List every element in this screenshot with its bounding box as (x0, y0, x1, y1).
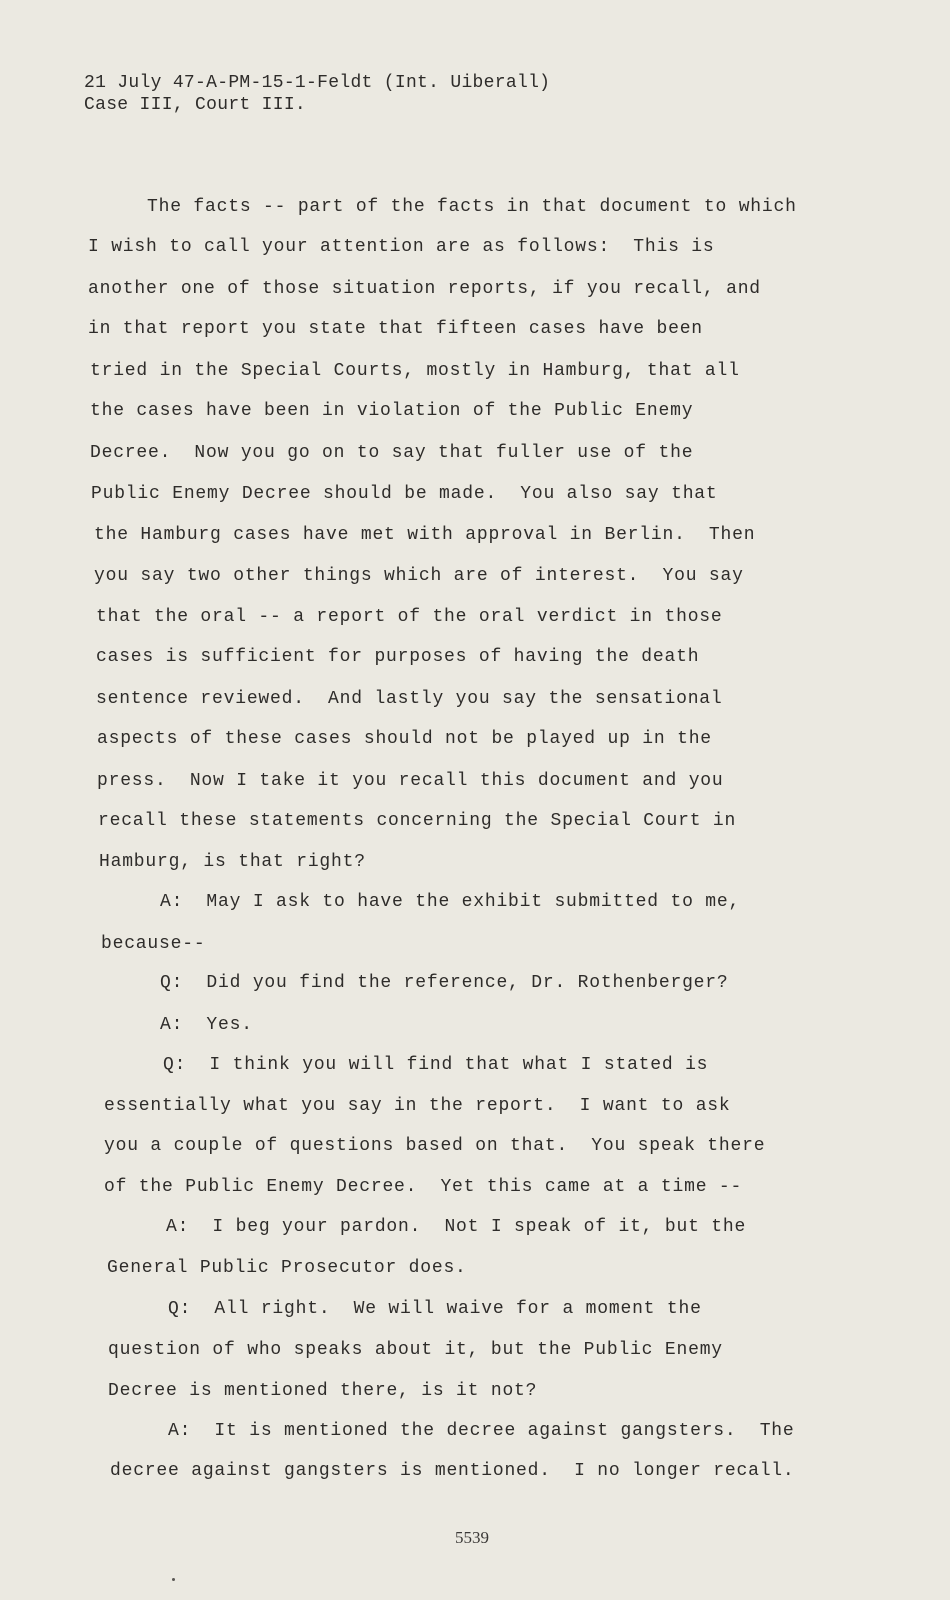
transcript-line: The facts -- part of the facts in that document to which (147, 197, 797, 217)
transcript-line: you a couple of questions based on that. You speak there (104, 1136, 766, 1156)
header-case-line: 21 July 47-A-PM-15-1-Feldt (Int. Uiberall) (84, 73, 551, 93)
transcript-line: aspects of these cases should not be played up in the (97, 729, 712, 749)
transcript-line: decree against gangsters is mentioned. I no longer recall. (110, 1461, 795, 1481)
transcript-line: I wish to call your attention are as follows: This is (88, 237, 715, 257)
transcript-line: sentence reviewed. And lastly you say the sensational (96, 689, 723, 709)
margin-dot (172, 1578, 175, 1581)
transcript-line: A: May I ask to have the exhibit submitted to me, (160, 892, 741, 912)
transcript-line: of the Public Enemy Decree. Yet this came at a time -- (104, 1177, 743, 1197)
transcript-line: the cases have been in violation of the Public Enemy (90, 401, 694, 421)
transcript-line: in that report you state that fifteen cases have been (88, 319, 703, 339)
transcript-line: A: Yes. (160, 1015, 253, 1035)
transcript-line: press. Now I take it you recall this document and you (97, 771, 724, 791)
transcript-line: tried in the Special Courts, mostly in Hamburg, that all (90, 361, 740, 381)
transcript-line: A: It is mentioned the decree against gangsters. The (168, 1421, 795, 1441)
transcript-line: question of who speaks about it, but the Public Enemy (108, 1340, 723, 1360)
transcript-line: Hamburg, is that right? (99, 852, 366, 872)
transcript-line: that the oral -- a report of the oral verdict in those (96, 607, 723, 627)
transcript-line: because-- (101, 934, 206, 954)
transcript-line: Decree is mentioned there, is it not? (108, 1381, 538, 1401)
transcript-line: the Hamburg cases have met with approval in Berlin. Then (94, 525, 756, 545)
transcript-line: A: I beg your pardon. Not I speak of it, but the (166, 1217, 747, 1237)
transcript-line: another one of those situation reports, if you recall, and (88, 279, 761, 299)
transcript-line: Public Enemy Decree should be made. You also say that (91, 484, 718, 504)
transcript-line: Decree. Now you go on to say that fuller use of the (90, 443, 694, 463)
transcript-line: General Public Prosecutor does. (107, 1258, 467, 1278)
transcript-line: Q: I think you will find that what I stated is (163, 1055, 709, 1075)
transcript-line: essentially what you say in the report. I want to ask (104, 1096, 731, 1116)
transcript-line: cases is sufficient for purposes of having the death (96, 647, 700, 667)
document-header (84, 72, 550, 116)
transcript-line: you say two other things which are of interest. You say (94, 566, 744, 586)
transcript-line: Q: All right. We will waive for a moment the (168, 1299, 702, 1319)
transcript-line: recall these statements concerning the Special Court in (98, 811, 737, 831)
page-number: 5539 (455, 1528, 489, 1547)
header-court-line: Case III, Court III. (84, 95, 307, 115)
transcript-line: Q: Did you find the reference, Dr. Rothenberger? (160, 973, 729, 993)
